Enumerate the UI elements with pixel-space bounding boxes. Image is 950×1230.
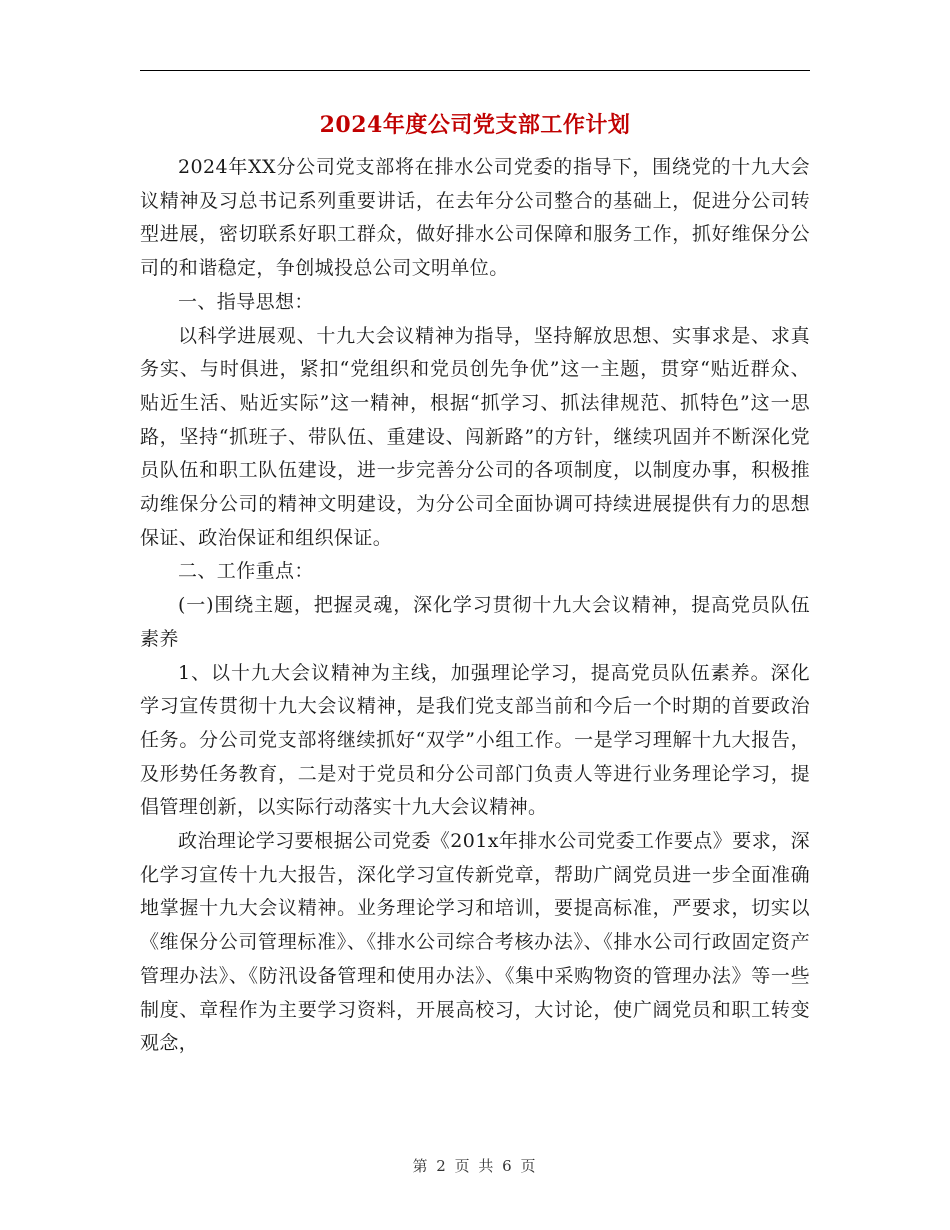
paragraph-guiding-thought: 以科学进展观、十九大会议精神为指导，坚持解放思想、实事求是、求真务实、与时俱进，紧扣“党组织和党员创先争优”这一主题，贯穿“贴近群众、贴近生活、贴近实际”这一精神，根据“抓学习、抓法律规范、抓特色”这一思路，坚持“抓班子、带队伍、重建设、闯新路”的方针，继续巩固并不断深化党员队伍和职工队伍建设，进一步完善分公司的各项制度，以制度办事，积极推动维保分公司的精神文明建设，为分公司全面协调可持续进展提供有力的思想保证、政治保证和组织保证。 [140, 324, 810, 549]
section-heading-work-focus: 二、工作重点： [178, 560, 314, 583]
paragraph-item-1: 1、以十九大会议精神为主线，加强理论学习，提高党员队伍素养。深化学习宣传贯彻十九大会议精神，是我们党支部当前和今后一个时期的首要政治任务。分公司党支部将继续抓好“双学”小组工作。一是学习理解十九大报告，及形势任务教育，二是对于党员和分公司部门负责人等进行业务理论学习，提倡管理创新，以实际行动落实十九大会议精神。 [140, 661, 810, 819]
subsection-heading-1: (一)围绕主题，把握灵魂，深化学习贯彻十九大会议精神，提高党员队伍素养 [140, 594, 810, 650]
section-heading-guiding-thought: 一、指导思想： [178, 290, 314, 313]
page-footer: 第 2 页 共 6 页 [412, 1157, 538, 1175]
paragraph-political-study: 政治理论学习要根据公司党委《201x年排水公司党委工作要点》要求，深化学习宣传十九大报告，深化学习宣传新党章，帮助广阔党员进一步全面准确地掌握十九大会议精神。业务理论学习和培训，要提高标准，严要求，切实以《维保分公司管理标准》、《排水公司综合考核办法》、《排水公司行政固定资产管理办法》、《防汛设备管理和使用办法》、《集中采购物资的管理办法》等一些制度、章程作为主要学习资料，开展高校习，大讨论，使广阔党员和职工转变观念， [140, 830, 810, 1055]
document-body [140, 151, 810, 1061]
document-title: 2024年度公司党支部工作计划 [319, 112, 631, 138]
paragraph-intro: 2024年XX分公司党支部将在排水公司党委的指导下，围绕党的十九大会议精神及习总书记系列重要讲话，在去年分公司整合的基础上，促进分公司转型进展，密切联系好职工群众，做好排水公司保障和服务工作，抓好维保分公司的和谐稳定，争创城投总公司文明单位。 [140, 156, 810, 280]
header-rule [140, 70, 810, 71]
